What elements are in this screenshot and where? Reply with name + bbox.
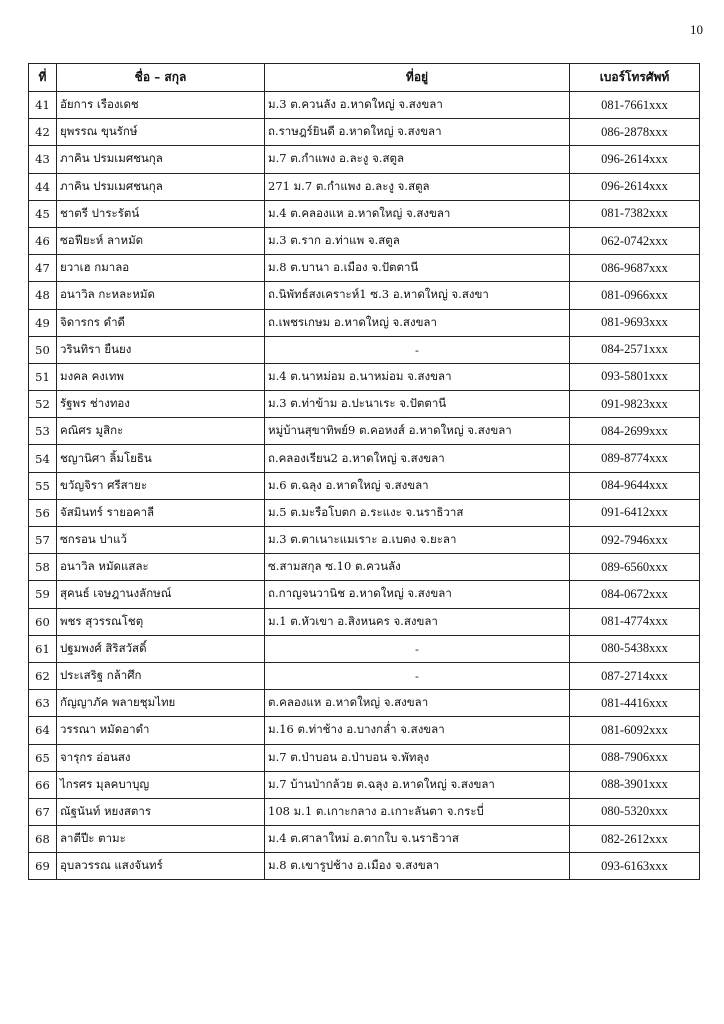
- row-name: อุบลวรรณ แสงจันทร์: [57, 853, 265, 880]
- row-phone: 081-0966xxx: [570, 282, 700, 309]
- row-phone: 080-5320xxx: [570, 798, 700, 825]
- row-phone: 088-7906xxx: [570, 744, 700, 771]
- row-name: อัยการ เรืองเดช: [57, 92, 265, 119]
- row-phone: 093-6163xxx: [570, 853, 700, 880]
- row-name: มงคล คงเทพ: [57, 363, 265, 390]
- row-number: 67: [29, 798, 57, 825]
- table-row: [29, 173, 700, 200]
- row-address: ม.7 บ้านป่ากล้วย ต.ฉลุง อ.หาดใหญ่ จ.สงขลา: [265, 771, 570, 798]
- table-row: [29, 92, 700, 119]
- row-address: ม.1 ต.หัวเขา อ.สิงหนคร จ.สงขลา: [265, 608, 570, 635]
- row-phone: 084-0672xxx: [570, 581, 700, 608]
- row-number: 49: [29, 309, 57, 336]
- row-phone: 084-2699xxx: [570, 418, 700, 445]
- row-address: -: [265, 635, 570, 662]
- row-phone: 096-2614xxx: [570, 146, 700, 173]
- row-number: 44: [29, 173, 57, 200]
- header-row: [29, 64, 700, 92]
- row-phone: 089-8774xxx: [570, 445, 700, 472]
- row-phone: 082-2612xxx: [570, 826, 700, 853]
- row-name: สุคนธ์ เจษฎานงลักษณ์: [57, 581, 265, 608]
- row-phone: 089-6560xxx: [570, 554, 700, 581]
- row-number: 61: [29, 635, 57, 662]
- row-number: 42: [29, 119, 57, 146]
- table-row: [29, 146, 700, 173]
- row-name: อนาวิล หมัดแสละ: [57, 554, 265, 581]
- row-phone: 081-9693xxx: [570, 309, 700, 336]
- row-number: 54: [29, 445, 57, 472]
- row-name: จิดารกร ดำดี: [57, 309, 265, 336]
- table-row: [29, 445, 700, 472]
- row-number: 63: [29, 690, 57, 717]
- row-address: ม.3 ต.ท่าข้าม อ.ปะนาเระ จ.ปัตตานี: [265, 391, 570, 418]
- row-name: ภาคิน ปรมเมศชนกุล: [57, 146, 265, 173]
- row-address: ม.8 ต.เขารูปช้าง อ.เมือง จ.สงขลา: [265, 853, 570, 880]
- row-name: ซอฟียะห์ ลาหมัด: [57, 227, 265, 254]
- row-address: ม.16 ต.ท่าช้าง อ.บางกล่ำ จ.สงขลา: [265, 717, 570, 744]
- row-address: ม.3 ต.ราก อ.ท่าแพ จ.สตูล: [265, 227, 570, 254]
- row-name: ปฐมพงศ์ สิริสวัสดิ์: [57, 635, 265, 662]
- row-address: ถ.ราษฎร์ยินดี อ.หาดใหญ่ จ.สงขลา: [265, 119, 570, 146]
- table-row: [29, 635, 700, 662]
- table-row: [29, 662, 700, 689]
- row-name: ซกรอน ปาแว้: [57, 527, 265, 554]
- row-number: 59: [29, 581, 57, 608]
- page-number: 10: [690, 22, 703, 37]
- row-name: ขวัญจิรา ศรีสายะ: [57, 472, 265, 499]
- row-phone: 086-2878xxx: [570, 119, 700, 146]
- table-row: [29, 717, 700, 744]
- table-row: [29, 690, 700, 717]
- row-number: 41: [29, 92, 57, 119]
- row-address: ถ.คลองเรียน2 อ.หาดใหญ่ จ.สงขลา: [265, 445, 570, 472]
- table-row: [29, 418, 700, 445]
- row-number: 52: [29, 391, 57, 418]
- row-address: ม.8 ต.บานา อ.เมือง จ.ปัตตานี: [265, 255, 570, 282]
- row-number: 56: [29, 499, 57, 526]
- row-address: ถ.กาญจนวานิช อ.หาดใหญ่ จ.สงขลา: [265, 581, 570, 608]
- row-address: หมู่บ้านสุขาทิพย์9 ต.คอหงส์ อ.หาดใหญ่ จ.สงขลา: [265, 418, 570, 445]
- row-number: 47: [29, 255, 57, 282]
- row-address: ม.4 ต.ศาลาใหม่ อ.ตากใบ จ.นราธิวาส: [265, 826, 570, 853]
- row-phone: 091-6412xxx: [570, 499, 700, 526]
- row-number: 60: [29, 608, 57, 635]
- header-phone: เบอร์โทรศัพท์: [570, 64, 700, 92]
- row-name: ชญานิศา ลิ้มโยธิน: [57, 445, 265, 472]
- row-phone: 086-9687xxx: [570, 255, 700, 282]
- header-no: ที่: [29, 64, 57, 92]
- row-name: พชร สุวรรณโชตุ: [57, 608, 265, 635]
- table-row: [29, 119, 700, 146]
- row-phone: 081-6092xxx: [570, 717, 700, 744]
- table-row: [29, 255, 700, 282]
- row-address: -: [265, 662, 570, 689]
- row-number: 53: [29, 418, 57, 445]
- header-name: ชื่อ – สกุล: [57, 64, 265, 92]
- row-number: 57: [29, 527, 57, 554]
- row-number: 69: [29, 853, 57, 880]
- row-address: ถ.นิพัทธ์สงเคราะห์1 ซ.3 อ.หาดใหญ่ จ.สงขา: [265, 282, 570, 309]
- header-address: ที่อยู่: [265, 64, 570, 92]
- row-name: วรินทิรา ยืนยง: [57, 336, 265, 363]
- row-address: ต.คลองแห อ.หาดใหญ่ จ.สงขลา: [265, 690, 570, 717]
- row-number: 51: [29, 363, 57, 390]
- row-address: 271 ม.7 ต.กำแพง อ.ละงู จ.สตูล: [265, 173, 570, 200]
- row-phone: 081-4416xxx: [570, 690, 700, 717]
- row-address: ม.7 ต.ป่าบอน อ.ป่าบอน จ.พัทลุง: [265, 744, 570, 771]
- row-number: 48: [29, 282, 57, 309]
- table-row: [29, 744, 700, 771]
- table-row: [29, 527, 700, 554]
- row-phone: 088-3901xxx: [570, 771, 700, 798]
- table-header: [29, 64, 700, 92]
- table-row: [29, 200, 700, 227]
- row-name: ยุพรรณ ขุนรักษ์: [57, 119, 265, 146]
- row-address: ม.4 ต.คลองแห อ.หาดใหญ่ จ.สงขลา: [265, 200, 570, 227]
- row-address: ม.4 ต.นาหม่อม อ.นาหม่อม จ.สงขลา: [265, 363, 570, 390]
- table-row: [29, 472, 700, 499]
- table-row: [29, 826, 700, 853]
- row-number: 58: [29, 554, 57, 581]
- row-number: 55: [29, 472, 57, 499]
- table-row: [29, 853, 700, 880]
- row-name: ลาตีปีะ ตามะ: [57, 826, 265, 853]
- row-phone: 080-5438xxx: [570, 635, 700, 662]
- row-number: 46: [29, 227, 57, 254]
- table-row: [29, 499, 700, 526]
- row-address: ม.7 ต.กำแพง อ.ละงู จ.สตูล: [265, 146, 570, 173]
- table-row: [29, 391, 700, 418]
- row-phone: 096-2614xxx: [570, 173, 700, 200]
- row-address: ซ.สามสกุล ซ.10 ต.ควนลัง: [265, 554, 570, 581]
- row-phone: 081-7382xxx: [570, 200, 700, 227]
- table-row: [29, 771, 700, 798]
- row-name: ภาคิน ปรมเมศชนกุล: [57, 173, 265, 200]
- row-number: 62: [29, 662, 57, 689]
- table-row: [29, 581, 700, 608]
- row-name: กัญญาภัค พลายชุมไทย: [57, 690, 265, 717]
- row-address: -: [265, 336, 570, 363]
- row-address: ถ.เพชรเกษม อ.หาดใหญ่ จ.สงขลา: [265, 309, 570, 336]
- row-phone: 084-9644xxx: [570, 472, 700, 499]
- row-phone: 091-9823xxx: [570, 391, 700, 418]
- row-name: ไกรศร มุลคบาบุญ: [57, 771, 265, 798]
- row-phone: 081-7661xxx: [570, 92, 700, 119]
- row-address: ม.3 ต.ควนลัง อ.หาดใหญ่ จ.สงขลา: [265, 92, 570, 119]
- row-phone: 062-0742xxx: [570, 227, 700, 254]
- row-name: รัฐพร ช่างทอง: [57, 391, 265, 418]
- row-phone: 092-7946xxx: [570, 527, 700, 554]
- row-name: ชาตรี ปาระรัตน์: [57, 200, 265, 227]
- row-address: 108 ม.1 ต.เกาะกลาง อ.เกาะลันตา จ.กระบี่: [265, 798, 570, 825]
- row-address: ม.6 ต.ฉลุง อ.หาดใหญ่ จ.สงขลา: [265, 472, 570, 499]
- row-number: 64: [29, 717, 57, 744]
- row-name: ณัฐนันท์ หยงสตาร: [57, 798, 265, 825]
- row-number: 65: [29, 744, 57, 771]
- row-name: จัสมินทร์ รายอคาลี: [57, 499, 265, 526]
- row-number: 50: [29, 336, 57, 363]
- row-phone: 084-2571xxx: [570, 336, 700, 363]
- row-phone: 087-2714xxx: [570, 662, 700, 689]
- table-row: [29, 554, 700, 581]
- row-number: 68: [29, 826, 57, 853]
- table-row: [29, 336, 700, 363]
- row-name: ยวาเฮ กมาลอ: [57, 255, 265, 282]
- table-row: [29, 309, 700, 336]
- row-number: 66: [29, 771, 57, 798]
- row-address: ม.5 ต.มะรือโบตก อ.ระแงะ จ.นราธิวาส: [265, 499, 570, 526]
- table-row: [29, 798, 700, 825]
- row-address: ม.3 ต.ตาเนาะแมเราะ อ.เบตง จ.ยะลา: [265, 527, 570, 554]
- row-name: อนาวิล กะหละหมัด: [57, 282, 265, 309]
- row-name: วรรณา หมัดอาดำ: [57, 717, 265, 744]
- table-row: [29, 227, 700, 254]
- row-name: คณิศร มูสิกะ: [57, 418, 265, 445]
- row-number: 43: [29, 146, 57, 173]
- table-body: [29, 92, 700, 880]
- row-phone: 093-5801xxx: [570, 363, 700, 390]
- table-row: [29, 608, 700, 635]
- contact-table: [28, 63, 700, 880]
- row-phone: 081-4774xxx: [570, 608, 700, 635]
- table-row: [29, 363, 700, 390]
- row-number: 45: [29, 200, 57, 227]
- row-name: จารุกร อ่อนสง: [57, 744, 265, 771]
- table-row: [29, 282, 700, 309]
- row-name: ประเสริฐ กล้าศึก: [57, 662, 265, 689]
